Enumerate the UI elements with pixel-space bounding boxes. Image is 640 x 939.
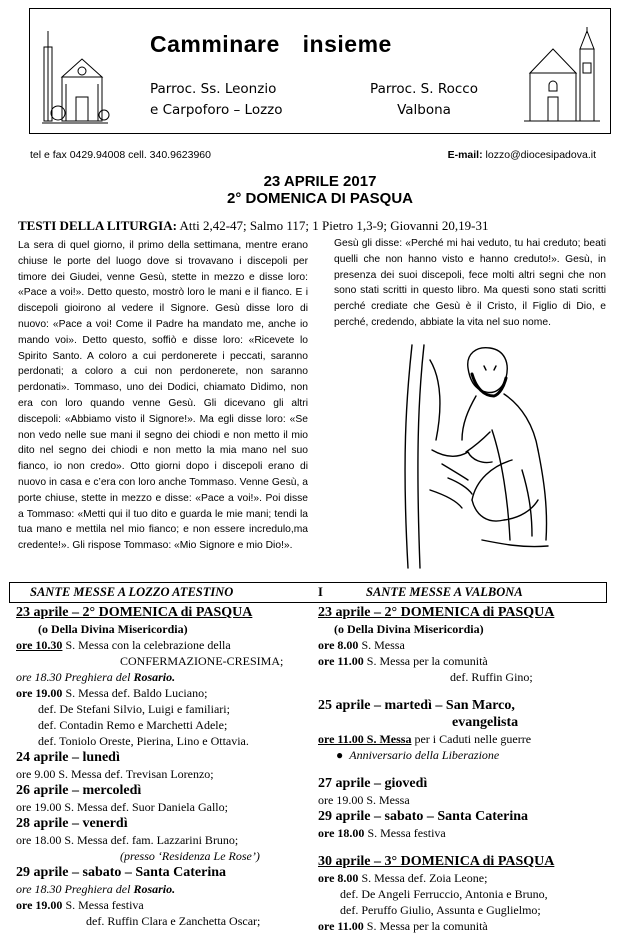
valbona-schedule	[318, 604, 618, 934]
gospel-text-right: Gesù gli disse: «Perché mi hai veduto, tu hai creduto; beati quelli che non hanno visto e hanno creduto!». Gesù, in presenza dei suoi discepoli, fece molti altri segni che non sono stati scritti in questo libro. Ma questi sono stati scritti perché crediate che Gesù è il Cristo, il Figlio di Dio, e perché, credendo, abbiate la vita nel suo nome.	[334, 238, 606, 328]
anniversary-note: ● Anniversario della Liberazione	[336, 748, 500, 762]
church-left-drawing	[40, 29, 110, 129]
deceased-entry: def. Ruffin Clara e Zanchetta Oscar;	[86, 914, 261, 928]
masthead-title: Camminare insieme	[150, 31, 392, 57]
day-heading: 28 aprile – venerdì	[16, 816, 128, 831]
mass-entry: ore 19.00 S. Messa def. Suor Daniela Gallo;	[16, 800, 228, 814]
day-heading: 24 aprile – lunedì	[16, 750, 120, 765]
day-heading: 26 aprile – mercoledì	[16, 783, 142, 798]
day-heading: 30 aprile – 3° DOMENICA di PASQUA	[318, 854, 555, 869]
church-right-drawing	[520, 23, 602, 129]
day-heading: 29 aprile – sabato – Santa Caterina	[318, 809, 528, 824]
email-link[interactable]: lozzo@diocesipadova.it	[485, 149, 596, 161]
mass-entry: ore 8.00 S. Messa def. Zoia Leone;	[318, 871, 488, 885]
day-subtitle: (o Della Divina Misericordia)	[38, 622, 188, 636]
masthead-box	[29, 8, 611, 134]
parish-lozzo: Parroc. Ss. Leonzio e Carpoforo – Lozzo	[150, 81, 283, 118]
location-note: (presso ‘Residenza Le Rose’)	[120, 849, 260, 863]
mass-entry: ore 18.00 S. Messa festiva	[318, 826, 446, 840]
mass-entry: ore 9.00 S. Messa def. Trevisan Lorenzo;	[16, 767, 214, 781]
mass-entry-note: CONFERMAZIONE-CRESIMA;	[120, 654, 284, 668]
mass-entry: ore 19.00 S. Messa festiva	[16, 898, 144, 912]
valbona-heading: SANTE MESSE A VALBONA	[366, 585, 523, 599]
deceased-entry: def. Peruffo Giulio, Assunta e Guglielmo;	[340, 903, 541, 917]
deceased-entry: def. De Angeli Ferruccio, Antonia e Bruno,	[340, 887, 548, 901]
day-heading: 29 aprile – sabato – Santa Caterina	[16, 865, 226, 880]
email-contact: E-mail: lozzo@diocesipadova.it	[447, 149, 596, 161]
mass-entry: ore 11.00 S. Messa per la comunità	[318, 919, 488, 933]
day-heading: 25 aprile – martedì – San Marco,	[318, 698, 515, 713]
mass-entry: ore 11.00 S. Messa per i Caduti nelle guerre	[318, 732, 532, 746]
prayer-entry: ore 18.30 Preghiera del Rosario.	[16, 670, 176, 684]
mass-entry: ore 19.00 S. Messa def. Baldo Luciano;	[16, 686, 208, 700]
lozzo-schedule	[16, 604, 306, 929]
deceased-entry: def. Ruffin Gino;	[450, 670, 533, 684]
mass-entry: ore 10.30 S. Messa con la celebrazione della	[16, 638, 231, 652]
phone-contact: tel e fax 0429.94008 cell. 340.9623960	[30, 149, 211, 161]
day-heading-cont: evangelista	[452, 715, 519, 730]
liturgy-readings: TESTI DELLA LITURGIA: Atti 2,42-47; Salmo 117; 1 Pietro 1,3-9; Giovanni 20,19-31	[18, 218, 489, 233]
deceased-entry: def. De Stefani Silvio, Luigi e familiari;	[38, 702, 230, 716]
mass-entry: ore 8.00 S. Messa	[318, 638, 405, 652]
prayer-entry: ore 18.30 Preghiera del Rosario.	[16, 882, 176, 896]
lozzo-heading: SANTE MESSE A LOZZO ATESTINO	[30, 585, 234, 599]
day-heading: 23 aprile – 2° DOMENICA di PASQUA	[16, 605, 253, 620]
bullet-icon: ●	[336, 748, 350, 762]
deceased-entry: def. Contadin Remo e Marchetti Adele;	[38, 718, 228, 732]
column-separator: I	[318, 585, 323, 599]
mass-entry: ore 19.00 S. Messa	[318, 793, 410, 807]
thomas-jesus-illustration	[372, 340, 612, 570]
mass-entry: ore 18.00 S. Messa def. fam. Lazzarini Bruno;	[16, 833, 239, 847]
liturgical-day: 2° DOMENICA DI PASQUA	[226, 190, 413, 207]
mass-entry: ore 11.00 S. Messa per la comunità	[318, 654, 488, 668]
day-heading: 23 aprile – 2° DOMENICA di PASQUA	[318, 605, 555, 620]
parish-valbona: Parroc. S. Rocco Valbona	[370, 81, 478, 118]
mass-schedule-header	[9, 582, 607, 603]
day-heading: 27 aprile – giovedì	[318, 776, 428, 791]
issue-date: 23 APRILE 2017	[263, 173, 377, 190]
gospel-text-left: La sera di quel giorno, il primo della settimana, mentre erano chiuse le porte del luogo dove si trovavano i discepoli per timore dei Giudei, venne Gesù, stette in mezzo e disse loro: «Pace a voi!». Detto questo, mostrò loro le mani e il fianco. E i discepoli gioirono al vedere il Signore. Gesù disse loro di nuovo: «Pace a voi! Come il Padre ha mandato me, anche io mando voi». Detto questo, soffiò e disse loro: «Ricevete lo Spirito Santo. A coloro a cui perdonerete i peccati, saranno perdonati; a coloro a cui non perdonerete, non saranno perdonati». Tommaso, uno dei Dodici, chiamato Dìdimo, non era con loro quando venne Gesù. Gli dicevano gli altri discepoli: «Abbiamo visto il Signore!». Ma egli disse loro: «Se non vedo nelle sue mani il segno dei chiodi e non metto il mio dito nel segno dei chiodi e non metto la mia mano nel suo fianco, io non credo». Otto giorni dopo i discepoli erano di nuovo in casa e c’era con loro anche Tommaso. Venne Gesù, a porte chiuse, stette in mezzo e disse: «Pace a voi!». Poi disse a Tommaso: «Metti qui il tuo dito e guarda le mie mani; tendi la tua mano e mettila nel mio fianco; e non essere incredulo,ma credente!». Gli rispose Tommaso: «Mio Signore e mio Dio!».	[18, 240, 308, 552]
deceased-entry: def. Toniolo Oreste, Pierina, Lino e Ottavia.	[38, 734, 249, 748]
day-subtitle: (o Della Divina Misericordia)	[334, 622, 484, 636]
